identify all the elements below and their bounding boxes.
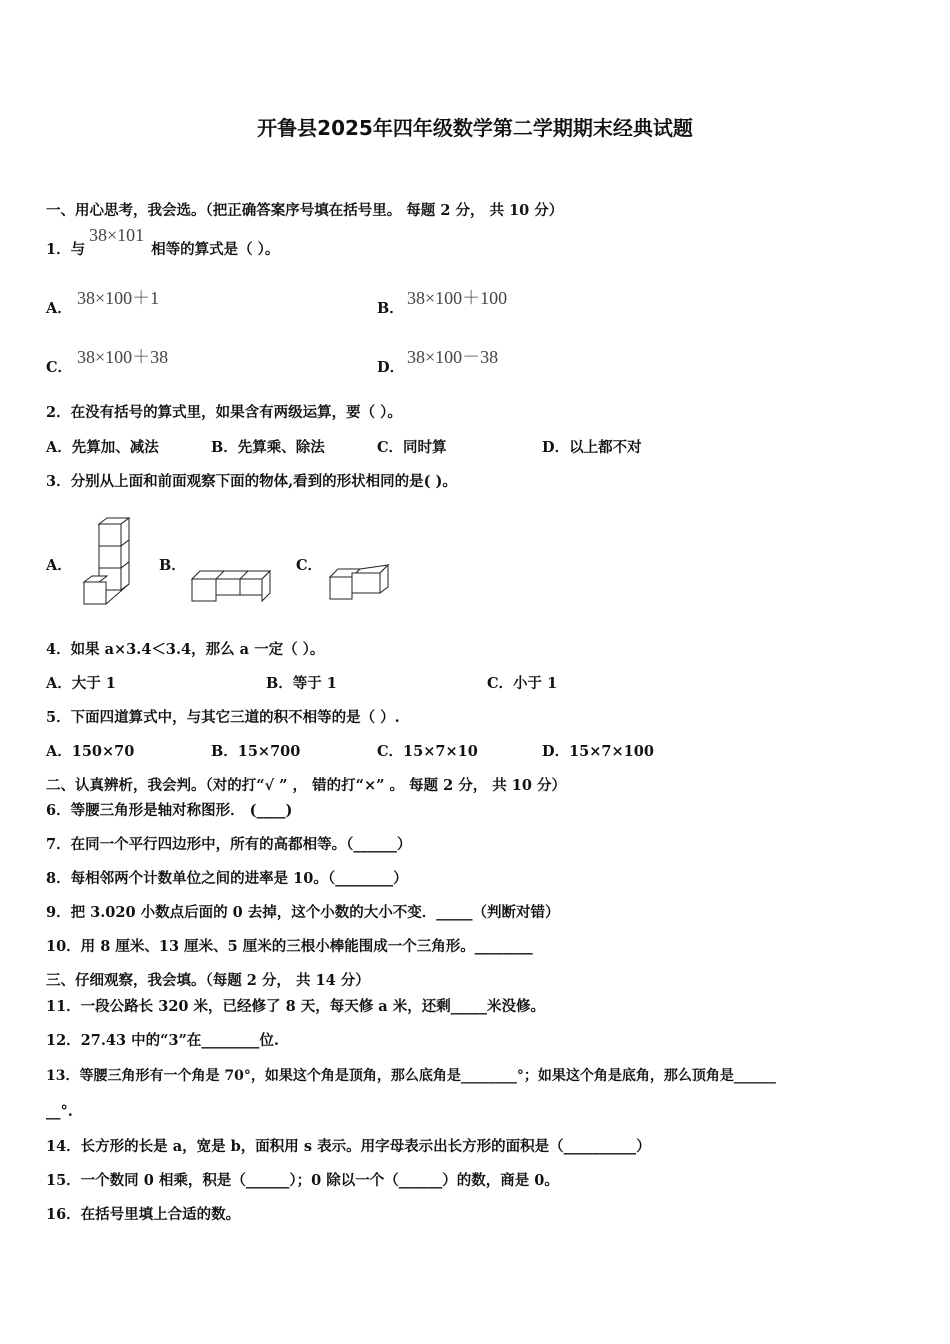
- question-13-line-2: __°.: [46, 1103, 73, 1120]
- cube-figure-c: [328, 561, 392, 603]
- question-1: [46, 240, 279, 260]
- q5-option-d: D．15×7×100: [542, 743, 654, 760]
- section-1-heading: 一、用心思考，我会选。（把正确答案序号填在括号里。 每题 2 分， 共 10 分）: [46, 202, 564, 219]
- question-5: 5．下面四道算式中，与其它三道的积不相等的是（ ）.: [46, 709, 400, 726]
- q1-option-d-expr: 38×100－38: [407, 347, 499, 367]
- q1-option-c-expr: 38×100＋38: [77, 347, 169, 367]
- q4-option-a: A．大于 1: [46, 675, 116, 692]
- page-title: 开鲁县2025年四年级数学第二学期期末经典试题: [257, 116, 693, 140]
- cube-figure-a: [80, 514, 132, 608]
- question-4: 4．如果 a×3.4＜3.4，那么 a 一定（ ）。: [46, 641, 325, 658]
- q5-option-b: B．15×700: [211, 743, 301, 760]
- question-10: 10．用 8 厘米、13 厘米、5 厘米的三根小棒能围成一个三角形。________: [46, 938, 533, 955]
- q3-option-a: A．: [46, 557, 72, 574]
- question-13-line-1: 13．等腰三角形有一个角是 70°，如果这个角是顶角，那么底角是________°；如果这个角是底角，那么顶角是______: [46, 1068, 776, 1084]
- q1-option-d-label: D．: [377, 359, 405, 376]
- q5-option-c: C．15×7×10: [377, 743, 478, 760]
- q4-option-c: C．小于 1: [487, 675, 558, 692]
- question-3: 3．分别从上面和前面观察下面的物体,看到的形状相同的是( )。: [46, 473, 457, 490]
- question-12: 12．27.43 中的“3”在________位.: [46, 1032, 279, 1049]
- question-2: 2．在没有括号的算式里，如果含有两级运算，要（ ）。: [46, 404, 402, 421]
- question-8: 8．每相邻两个计数单位之间的进率是 10。（________）: [46, 870, 408, 887]
- q2-option-a: A．先算加、减法: [46, 439, 159, 456]
- q3-option-b: B．: [159, 557, 186, 574]
- q1-option-b-expr: 38×100＋100: [407, 288, 508, 308]
- q2-option-d: D．以上都不对: [542, 439, 642, 456]
- q5-option-a: A．150×70: [46, 743, 135, 760]
- q1-option-a-label: A．: [46, 300, 72, 317]
- question-1-expression: 38×101: [89, 225, 145, 245]
- question-15: 15．一个数同 0 相乘，积是（______）；0 除以一个（______）的数，商是 0。: [46, 1172, 559, 1189]
- q2-option-b: B．先算乘、除法: [211, 439, 325, 456]
- question-11: 11．一段公路长 320 米，已经修了 8 天，每天修 a 米，还剩_____米没修。: [46, 998, 545, 1015]
- question-1-suffix: 相等的算式是（ ）。: [151, 241, 280, 258]
- question-9: 9．把 3.020 小数点后面的 0 去掉，这个小数的大小不变．_____（判断对错）: [46, 904, 560, 921]
- cube-figure-b: [190, 563, 274, 605]
- question-16: 16．在括号里填上合适的数。: [46, 1206, 241, 1223]
- question-1-prefix: 1．与: [46, 241, 86, 258]
- q4-option-b: B．等于 1: [266, 675, 337, 692]
- q3-option-c: C．: [296, 557, 323, 574]
- question-14: 14．长方形的长是 a，宽是 b，面积用 s 表示。用字母表示出长方形的面积是（__________）: [46, 1138, 651, 1155]
- q1-option-a-expr: 38×100＋1: [77, 288, 160, 308]
- question-7: 7．在同一个平行四边形中，所有的高都相等。（______）: [46, 836, 412, 853]
- question-6: 6．等腰三角形是轴对称图形． (____): [46, 802, 293, 819]
- q1-option-c-label: C．: [46, 359, 73, 376]
- q2-option-c: C．同时算: [377, 439, 447, 456]
- q1-option-b-label: B．: [377, 300, 404, 317]
- section-3-heading: 三、仔细观察，我会填。（每题 2 分， 共 14 分）: [46, 972, 370, 989]
- section-2-heading: 二、认真辨析，我会判。（对的打“√ ” ， 错的打“×” 。 每题 2 分， 共 10 分）: [46, 777, 567, 794]
